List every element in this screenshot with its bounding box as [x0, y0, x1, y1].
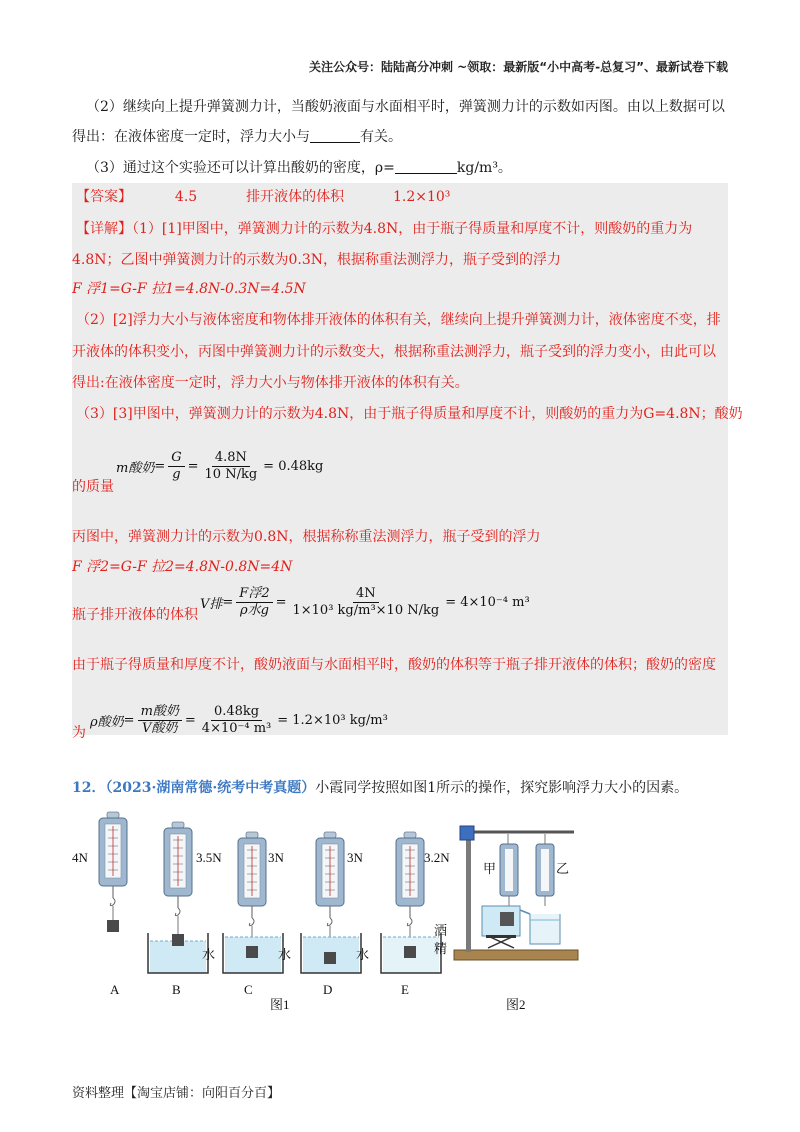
reading-d: 3N [347, 850, 363, 865]
detail-label: 【详解】 [76, 221, 132, 237]
detail-line6: 得出:在液体密度一定时，浮力大小与物体排开液体的体积有关。 [72, 375, 469, 391]
detail-line12: 由于瓶子得质量和厚度不计，酸奶液面与水面相平时，酸奶的体积等于瓶子排开液体的体积；酸奶的密度 [72, 657, 716, 673]
formula-fraction: $\frac{0.48kg}{\text{4×10⁻⁴ m³}}$ [201, 704, 272, 736]
liquid-b: 水 [202, 947, 216, 962]
detail-line4: （2）[2]浮力大小与液体密度和物体排开液体的体积有关，继续向上提升弹簧测力计，液体密度不变，排 [76, 312, 721, 328]
figure-1 [60, 808, 460, 1008]
question-part2-line1: （2）继续向上提升弹簧测力计，当酸奶液面与水面相平时，弹簧测力计的示数如丙图。由以上数据可以 [86, 99, 725, 115]
liquid-e: 酒精 [434, 923, 448, 956]
detail-line2: 4.8N；乙图中弹簧测力计的示数为0.3N，根据称重法测浮力，瓶子受到的浮力 [72, 252, 562, 268]
question-part2-line2 [72, 126, 402, 148]
detail-text: （1）[1]甲图中，弹簧测力计的示数为4.8N，由于瓶子得质量和厚度不计，则酸奶的重力为 [132, 221, 693, 237]
figure1-caption: 图1 [270, 997, 290, 1012]
liquid-c: 水 [278, 947, 292, 962]
formula-fraction: $\frac{G}{g}$ [168, 450, 184, 483]
formula-fraction: $\frac{4N}{\text{1×10³ kg/m³×10 N/kg}}$ [292, 586, 440, 618]
question-part2-post: 有关。 [360, 129, 402, 145]
liquid-d: 水 [356, 947, 370, 962]
formula-fraction: $\frac{\text{F浮2}}{\text{ρ水g}}$ [236, 586, 272, 619]
answer-label: 【答案】 [76, 189, 132, 205]
density-formula: ρ酸奶 = $\frac{\text{m酸奶}}{\text{V酸奶}}$ = $\frac{0.48kg}{\text{4×10⁻⁴ m³}}$ = 1.2×10³ kg/m³ [90, 704, 388, 736]
label-c: C [244, 982, 253, 997]
apparatus-a [99, 812, 127, 932]
question-12 [72, 777, 688, 799]
reading-b: 3.5N [196, 850, 222, 865]
detail-line10: F 浮2=G-F 拉2=4.8N-0.8N=4N [72, 559, 293, 575]
formula-fraction: $\frac{\text{m酸奶}}{\text{V酸奶}}$ [138, 704, 182, 737]
detail-line9: 丙图中，弹簧测力计的示数为0.8N，根据称称重法测浮力，瓶子受到的浮力 [72, 529, 541, 545]
detail-line13: 为 [72, 725, 86, 741]
label-a: A [110, 982, 120, 997]
detail-line7: （3）[3]甲图中，弹簧测力计的示数为4.8N，由于瓶子得质量和厚度不计，则酸奶的重力为G=4.8N；酸奶 [76, 406, 743, 422]
page-footer: 资料整理【淘宝店铺：向阳百分百】 [72, 1086, 281, 1101]
reading-e: 3.2N [424, 850, 450, 865]
mass-formula: m酸奶 = $\frac{G}{g}$ = $\frac{4.8N}{10 N/kg}$ = 0.48kg [116, 450, 324, 482]
label-b: B [172, 982, 181, 997]
answer-1: 4.5 [174, 189, 198, 205]
answer-blank [310, 128, 360, 143]
detail-line11: 瓶子排开液体的体积 [72, 607, 198, 623]
label-yi: 乙 [556, 861, 570, 876]
volume-formula: V排 = $\frac{\text{F浮2}}{\text{ρ水g}}$ = $\frac{4N}{\text{1×10³ kg/m³×10 N/kg}}$ = 4×10⁻⁴ m³ [200, 586, 530, 618]
question-part3-unit: kg/m³。 [456, 160, 512, 176]
formula-result: = 4×10⁻⁴ m³ [445, 595, 530, 610]
detail-line5: 开液体的体积变小，丙图中弹簧测力计的示数变大，根据称重法测浮力，瓶子受到的浮力变小，由此可以 [72, 344, 716, 360]
page-header: 关注公众号：陆陆高分冲刺 ~领取：最新版“小中高考-总复习”、最新试卷下载 [309, 60, 728, 74]
formula-lhs: m酸奶 [116, 461, 155, 476]
question-text: 小霞同学按照如图1所示的操作，探究影响浮力大小的因素。 [315, 780, 689, 796]
formula-lhs: ρ酸奶 [90, 715, 124, 730]
answer-3: 1.2×10³ [392, 189, 451, 205]
detail-line3: F 浮1=G-F 拉1=4.8N-0.3N=4.5N [72, 281, 306, 297]
label-d: D [323, 982, 333, 997]
formula-lhs: V排 [200, 597, 223, 612]
reading-a: 4N [72, 850, 88, 865]
question-number: 12． [72, 780, 106, 796]
question-part3 [86, 157, 512, 179]
formula-result: = 1.2×10³ kg/m³ [277, 713, 388, 728]
question-part2-pre: 得出：在液体密度一定时，浮力大小与 [72, 129, 310, 145]
question-source: （2023·湖南常德·统考中考真题） [105, 780, 316, 796]
question-part3-pre: （3）通过这个实验还可以计算出酸奶的密度，ρ= [86, 160, 395, 176]
formula-result: = 0.48kg [263, 459, 324, 474]
label-e: E [401, 982, 409, 997]
reading-c: 3N [268, 850, 284, 865]
detail-line1 [76, 218, 692, 240]
label-jia: 甲 [483, 861, 497, 876]
figure-2 [450, 818, 590, 968]
formula-fraction: $\frac{4.8N}{10 N/kg}$ [204, 450, 258, 482]
answer-blank [395, 159, 457, 174]
answer-2: 排开液体的体积 [246, 189, 345, 205]
apparatus-b [148, 822, 208, 973]
detail-line8: 的质量 [72, 479, 114, 495]
figure2-caption: 图2 [506, 997, 526, 1012]
answer-line [76, 186, 450, 208]
